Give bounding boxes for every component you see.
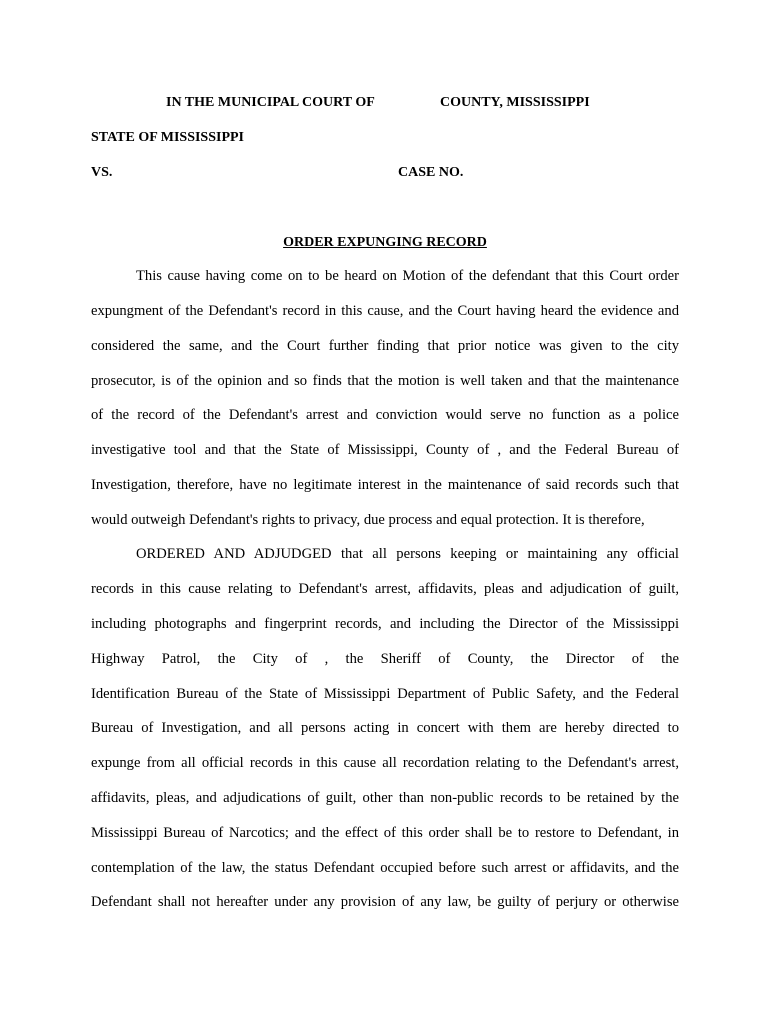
paragraph-2-line: including photographs and fingerprint records, and including the Director of the Mississippi	[91, 616, 679, 632]
paragraph-2-line: Bureau of Investigation, and all persons acting in concert with them are hereby directed to	[91, 720, 679, 736]
versus-label: VS.	[91, 165, 113, 180]
court-line-right: COUNTY, MISSISSIPPI	[440, 95, 590, 110]
plaintiff-name: STATE OF MISSISSIPPI	[91, 130, 245, 145]
paragraph-2-line: Mississippi Bureau of Narcotics; and the effect of this order shall be to restore to Defendant, in	[91, 825, 679, 841]
paragraph-2-line: Identification Bureau of the State of Mississippi Department of Public Safety, and the Federal	[91, 686, 679, 702]
paragraph-2-line: Defendant shall not hereafter under any provision of any law, be guilty of perjury or otherwise	[91, 894, 679, 910]
paragraph-1-line: prosecutor, is of the opinion and so finds that the motion is well taken and that the maintenance	[91, 373, 679, 389]
paragraph-1-line: of the record of the Defendant's arrest and conviction would serve no function as a police	[91, 407, 679, 423]
case-number-label: CASE NO.	[398, 165, 464, 180]
paragraph-1-line: This cause having come on to be heard on Motion of the defendant that this Court order	[136, 268, 679, 284]
court-line-left: IN THE MUNICIPAL COURT OF	[166, 95, 375, 110]
paragraph-1-line: would outweigh Defendant's rights to privacy, due process and equal protection. It is therefore,	[91, 512, 645, 528]
paragraph-1-line: considered the same, and the Court further finding that prior notice was given to the city	[91, 338, 679, 354]
paragraph-2-line: records in this cause relating to Defendant's arrest, affidavits, pleas and adjudication of guilt,	[91, 581, 679, 597]
paragraph-1-line: expungment of the Defendant's record in this cause, and the Court having heard the evidence and	[91, 303, 679, 319]
paragraph-2-line: ORDERED AND ADJUDGED that all persons keeping or maintaining any official	[136, 546, 679, 562]
paragraph-2-line: affidavits, pleas, and adjudications of guilt, other than non-public records to be retained by the	[91, 790, 679, 806]
order-title-text: ORDER EXPUNGING RECORD	[283, 235, 487, 250]
paragraph-1-line: Investigation, therefore, have no legitimate interest in the maintenance of said records such that	[91, 477, 679, 493]
paragraph-1-line: investigative tool and that the State of Mississippi, County of , and the Federal Bureau of	[91, 442, 679, 458]
paragraph-2-line: Highway Patrol, the City of , the Sheriff of County, the Director of the	[91, 651, 679, 667]
order-title	[0, 235, 770, 251]
paragraph-2-line: expunge from all official records in this cause all recordation relating to the Defendant's arrest,	[91, 755, 679, 771]
paragraph-2-line: contemplation of the law, the status Defendant occupied before such arrest or affidavits, and the	[91, 860, 679, 876]
